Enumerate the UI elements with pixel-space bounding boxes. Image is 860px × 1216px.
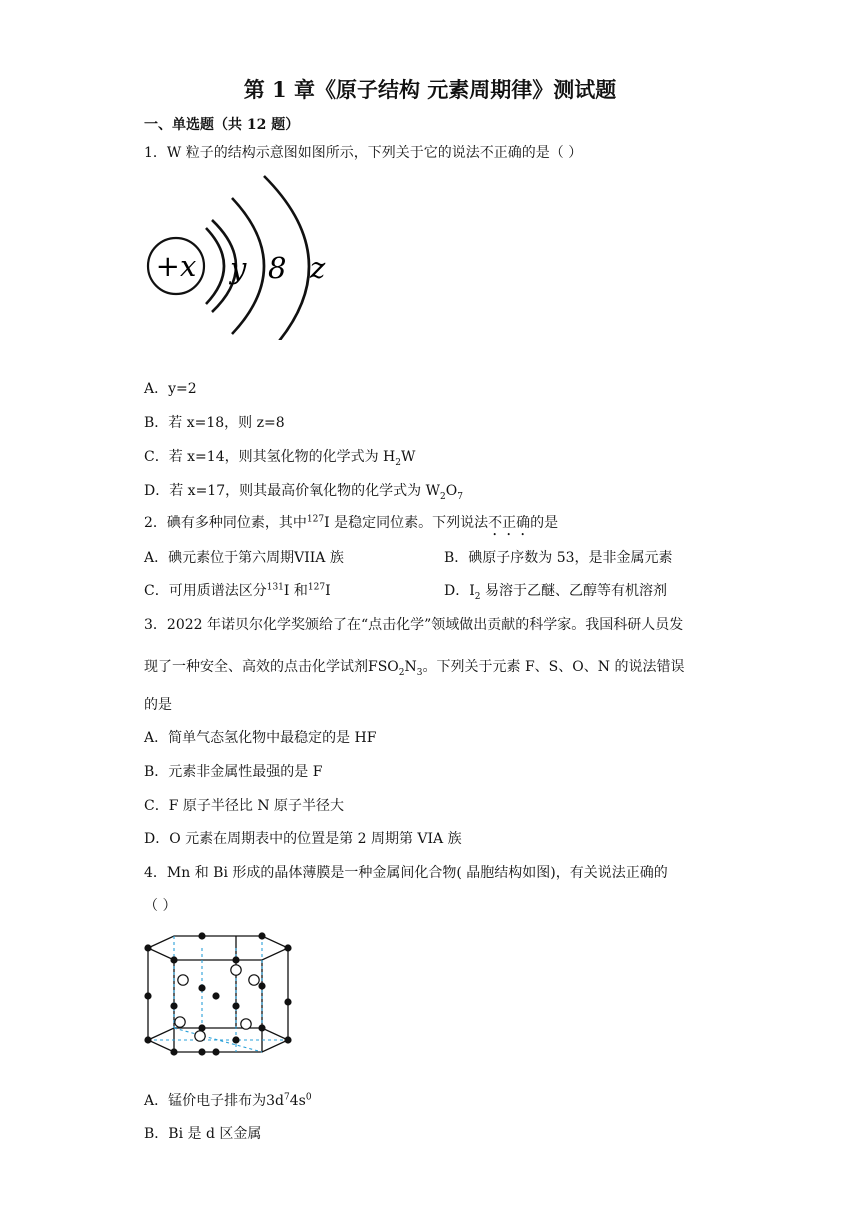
atomic-structure-diagram xyxy=(144,170,344,340)
shell-label-2: 8 xyxy=(268,251,287,285)
shell-label-1: y xyxy=(230,251,247,285)
q3-option-c: C．F 原子半径比 N 原子半径大 xyxy=(144,798,345,814)
page-title: 第 1 章《原子结构 元素周期律》测试题 xyxy=(243,77,617,102)
q3-option-b: B．元素非金属性最强的是 F xyxy=(144,764,323,780)
q3-stem-line-2: 现了一种安全、高效的点击化学试剂$FSO_2N_3$。下列关于元素 F、S、O、N 的说法错误 xyxy=(144,659,685,678)
q1-option-d: D．若 x=17，则其最高价氧化物的化学式为 $W_2O_7$ xyxy=(144,483,463,502)
q2-option-d: D．$I_2$ 易溶于乙醚、乙醇等有机溶剂 xyxy=(444,583,667,602)
section-heading: 一、单选题（共 12 题） xyxy=(144,117,300,133)
open-atoms xyxy=(175,965,259,1041)
q4-option-b: B．Bi 是 d 区金属 xyxy=(144,1126,262,1142)
q1-option-b: B．若 x=18，则 z=8 xyxy=(144,415,285,431)
q3-stem-line-1: 3．2022 年诺贝尔化学奖颁给了在“点击化学”领域做出贡献的科学家。我国科研人员发 xyxy=(144,617,684,633)
q4-stem-line-2: （ ） xyxy=(144,898,177,914)
filled-atoms xyxy=(144,932,291,1055)
top-face xyxy=(148,936,288,960)
q2-option-b: B．碘原子序数为 53，是非金属元素 xyxy=(444,550,673,566)
q2-stem: 2．碘有多种同位素，其中$^{127}$I 是稳定同位素。下列说法不正确的是 xyxy=(144,514,559,531)
q1-option-c: C．若 x=14，则其氢化物的化学式为 $H_2W$ xyxy=(144,449,416,468)
q2-option-a: A．碘元素位于第六周期VIIA 族 xyxy=(144,550,344,566)
q1-option-a: A．y=2 xyxy=(144,381,197,397)
q1-stem: 1．W 粒子的结构示意图如图所示，下列关于它的说法不正确的是（ ） xyxy=(144,145,583,161)
q3-option-d: D．O 元素在周期表中的位置是第 2 周期第 VIA 族 xyxy=(144,831,462,847)
nucleus-label: +x xyxy=(155,249,197,283)
q2-option-c: C．可用质谱法区分$^{131}$I 和$^{127}$I xyxy=(144,582,331,599)
shell-label-3: z xyxy=(310,251,326,285)
q3-option-a: A．简单气态氢化物中最稳定的是 HF xyxy=(144,730,377,746)
q4-stem-line-1: 4．Mn 和 Bi 形成的晶体薄膜是一种金属间化合物( 晶胞结构如图)，有关说法正确的 xyxy=(144,865,668,881)
shell-arc-1 xyxy=(206,228,224,304)
q4-option-a: A．锰价电子排布为$3d^74s^0$ xyxy=(144,1092,312,1109)
crystal-cell-diagram xyxy=(140,928,300,1058)
q3-stem-line-3: 的是 xyxy=(144,697,172,713)
